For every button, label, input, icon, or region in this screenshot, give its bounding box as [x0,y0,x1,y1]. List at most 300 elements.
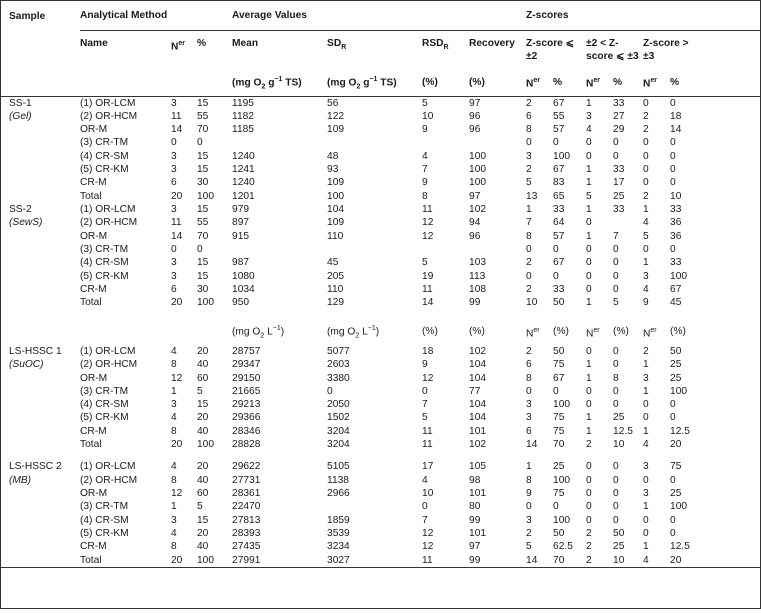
cell-z2-n: 0 [586,137,592,149]
cell-z2-pct [613,216,643,229]
cell-z1-pct: 100 [553,514,571,526]
cell-pct: 15 [197,204,209,215]
cell-n-er: 4 [171,345,177,357]
cell-n-er: 3 [171,97,177,109]
table-row [0,372,761,385]
cell-z3-n: 4 [643,283,649,295]
cell-pct: 15 [197,164,209,176]
cell-recovery: 77 [469,385,481,397]
cell-method-name: Total [80,190,102,202]
cell-n-er: 8 [171,541,177,553]
cell-z1-pct: 67 [553,164,565,176]
cell-z1-n: 3 [526,399,532,411]
cell-pct: 100 [197,554,232,568]
cell-z1-pct: 75 [553,425,565,437]
cell-rsd-r: 0 [422,385,428,397]
cell-z1-n: 0 [526,137,532,149]
cell-mean: 22470 [232,501,261,513]
cell-recovery: 97 [469,190,481,202]
cell-z1-pct: 75 [553,488,565,500]
cell-rsd-r: 10 [422,488,434,500]
header-average-values: Average Values [232,10,307,22]
cell-pct: 20 [197,461,209,473]
cell-recovery: 99 [469,514,481,526]
cell-z3-pct: 25 [670,359,682,371]
cell-recovery: 96 [469,124,481,136]
cell-rsd-r: 11 [422,283,433,295]
cell-method-name: CR-M [80,177,107,189]
cell-method-name: (1) OR-LCM [80,461,136,473]
cell-pct: 0 [197,243,203,255]
cell-z3-pct: 12.5 [670,541,690,553]
cell-method-name: Total [80,554,171,568]
cell-z1-n: 8 [526,124,532,136]
cell-sd-r: 3204 [327,425,350,437]
cell-z3-pct: 20 [670,439,682,451]
cell-z3-n: 1 [643,501,649,513]
cell-mean: 21665 [232,385,261,397]
cell-n-er: 20 [171,554,197,568]
sample-code: (SewS) [9,217,43,229]
cell-z3-n: 2 [643,190,649,202]
cell-z3-pct: 20 [670,554,761,568]
cell-z1-pct: 55 [553,110,565,122]
cell-z2-pct: 0 [613,514,619,526]
table-row [0,296,761,309]
cell-z1-pct: 67 [553,97,565,109]
cell-z3-pct: 25 [670,372,682,384]
cell-z1-n: 6 [526,110,532,122]
cell-recovery: 100 [469,177,487,189]
cell-sd-r: 109 [327,217,345,229]
cell-z1-pct: 0 [553,270,559,282]
cell-method-name: (3) CR-TM [80,501,129,513]
unit-z2-n-liquid: $N^{er}$ [586,326,600,339]
cell-z1-pct: 100 [553,399,571,411]
cell-z2-pct: 0 [613,270,619,282]
cell-z3-n: 2 [643,110,649,122]
cell-z2-n: 0 [586,150,592,162]
table-row [0,385,761,398]
cell-z1-n: 8 [526,372,532,384]
cell-recovery: 113 [469,270,486,282]
cell-n-er: 6 [171,283,177,295]
cell-z1-n: 0 [526,243,532,255]
cell-recovery: 96 [469,110,481,122]
cell-z2-n: 1 [586,372,592,384]
cell-pct: 40 [197,425,209,437]
cell-pct: 20 [197,527,209,539]
cell-pct: 15 [197,257,209,269]
cell-z2-n: 1 [586,204,592,215]
cell-z2-pct: 0 [613,488,619,500]
cell-mean: 29150 [232,372,261,384]
cell-z1-n: 7 [526,217,532,229]
table-row [0,411,761,424]
cell-z1-n: 5 [526,541,532,553]
header-analytical-method: Analytical Method [80,10,168,22]
cell-rsd-r: 7 [422,399,428,411]
cell-rsd-r: 19 [422,270,434,282]
cell-z2-n: 1 [586,425,592,437]
cell-z1-n: 3 [526,150,532,162]
cell-z1-n: 14 [526,554,553,568]
cell-sd-r [327,243,422,256]
cell-z3-pct: 36 [670,230,682,242]
cell-method-name: Total [80,297,102,309]
cell-z2-pct: 10 [613,439,625,451]
cell-mean: 29622 [232,461,261,473]
cell-z1-n: 2 [526,283,532,295]
cell-n-er: 8 [171,474,177,486]
cell-n-er: 12 [171,372,183,384]
cell-z1-pct: 50 [553,345,565,357]
cell-z3-n: 0 [643,243,649,255]
cell-mean: 28757 [232,345,261,357]
cell-z3-pct: 100 [670,501,688,513]
cell-z3-n: 0 [643,527,649,539]
cell-z1-pct: 0 [553,501,559,513]
cell-method-name: (4) CR-SM [80,257,129,269]
cell-z2-pct: 0 [613,501,619,513]
cell-n-er: 4 [171,461,177,473]
header-mean: Mean [232,30,327,70]
cell-rsd-r: 7 [422,514,428,526]
unit-z3-pct: % [670,70,761,96]
cell-z1-n: 13 [526,190,538,202]
cell-z3-n: 0 [643,474,649,486]
table-row [0,150,761,163]
cell-sd-r: 1859 [327,514,350,526]
cell-n-er: 11 [171,217,182,229]
cell-z3-n: 2 [643,345,649,357]
cell-z2-n: 0 [586,488,592,500]
cell-n-er: 3 [171,270,177,282]
cell-z2-pct: 8 [613,372,619,384]
cell-rsd-r: 11 [422,554,469,568]
sample-code: (MB) [9,474,32,486]
cell-z3-n: 4 [643,217,649,229]
cell-z3-n: 3 [643,488,649,500]
table-row [0,527,761,540]
cell-pct: 15 [197,514,209,526]
cell-method-name: CR-M [80,541,107,553]
cell-recovery: 108 [469,283,487,295]
cell-z2-n: 0 [586,283,592,295]
cell-rsd-r [422,136,469,149]
cell-recovery: 99 [469,554,526,568]
cell-z2-n: 0 [586,345,592,357]
cell-z2-pct: 33 [613,97,625,109]
cell-mean: 1185 [232,124,254,136]
cell-method-name: OR-M [80,488,108,500]
cell-z2-pct: 27 [613,110,625,122]
cell-z2-n: 2 [586,527,592,539]
cell-z2-n: 1 [586,177,592,189]
cell-rsd-r: 10 [422,110,434,122]
cell-n-er: 12 [171,488,183,500]
cell-method-name: (3) CR-TM [80,243,129,255]
cell-z2-pct: 0 [613,283,619,295]
cell-mean [232,136,327,149]
cell-mean: 28828 [232,439,261,451]
cell-sd-r: 3234 [327,541,350,553]
cell-recovery: 96 [469,230,481,242]
cell-method-name: OR-M [80,230,108,242]
cell-z2-pct: 0 [613,359,619,371]
cell-mean: 29347 [232,359,261,371]
cell-z2-n: 0 [586,474,592,486]
sample-code: (SuOC) [9,359,44,371]
sample-name: SS-1 [9,97,32,109]
cell-z1-pct: 65 [553,190,565,202]
cell-z1-pct: 75 [553,412,565,424]
cell-z3-pct: 36 [670,217,682,229]
table-row [0,474,761,487]
cell-z3-n: 0 [643,412,649,424]
cell-z3-pct: 10 [670,190,682,202]
cell-sd-r: 205 [327,270,345,282]
cell-z3-n: 4 [643,439,649,451]
table-row [0,345,761,358]
cell-z1-n: 1 [526,204,532,215]
cell-method-name: (3) CR-TM [80,385,129,397]
cell-z3-pct: 100 [670,270,688,282]
table-row [0,540,761,553]
cell-z2-n: 2 [586,554,613,568]
cell-z2-pct: 10 [613,554,643,568]
cell-sd-r: 93 [327,164,339,176]
cell-recovery: 104 [469,372,487,384]
cell-z2-pct: 0 [613,243,619,255]
cell-method-name: (1) OR-LCM [80,97,136,109]
cell-z3-pct: 33 [670,204,682,215]
cell-sd-r: 3027 [327,554,422,568]
cell-method-name: Total [80,439,102,451]
unit-z1-pct-liquid: (%) [553,326,569,338]
cell-recovery: 104 [469,412,487,424]
cell-z3-n: 0 [643,97,649,109]
cell-sd-r: 2603 [327,359,350,371]
cell-z2-n: 2 [586,439,592,451]
cell-recovery: 97 [469,541,481,553]
unit-mean-liquid: (mg $O_2$ $L^{-1}$) [232,324,285,339]
cell-z1-pct: 57 [553,230,565,242]
cell-method-name: (2) OR-HCM [80,359,138,371]
table-row [0,283,761,296]
cell-recovery: 102 [469,439,487,451]
unit-z3-n-liquid: $N^{er}$ [643,326,657,339]
cell-recovery: 102 [469,345,487,357]
cell-mean: 27813 [232,514,261,526]
header-rsdr: $RSD_R$ [422,30,469,70]
table-row [0,243,761,256]
cell-z3-pct: 0 [670,474,676,486]
table-row [0,500,761,513]
unit-mean: (mg $O_2$ $g^{-1}$ TS) [232,70,327,96]
cell-method-name: (2) OR-HCM [80,474,138,486]
header-z-gt-3: Z-score > ±3 [643,30,761,70]
header-z-le-2: Z-score ⩽ ±2 [526,30,586,70]
cell-z2-n: 0 [586,257,592,269]
cell-z2-pct: 0 [613,345,619,357]
cell-rsd-r: 18 [422,345,434,357]
unit-z1-pct: % [553,70,586,96]
cell-z2-pct: 25 [613,541,625,553]
cell-n-er: 4 [171,527,177,539]
unit-z1-n-liquid: $N^{er}$ [526,326,540,339]
cell-z3-pct: 100 [670,385,688,397]
cell-pct: 20 [197,412,209,424]
cell-recovery: 80 [469,501,481,513]
cell-n-er: 8 [171,425,177,437]
cell-method-name: (1) OR-LCM [80,345,136,357]
cell-rsd-r: 12 [422,372,434,384]
cell-z1-n: 3 [526,514,532,526]
cell-z3-pct: 18 [670,110,682,122]
table-row [0,514,761,527]
cell-rsd-r: 4 [422,474,428,486]
cell-sd-r: 1138 [327,474,349,486]
cell-rsd-r: 0 [422,501,428,513]
cell-pct: 30 [197,283,209,295]
cell-z1-pct: 83 [553,177,565,189]
cell-z1-n: 0 [526,270,532,282]
header-z-2-to-3: ±2 < Z- score ⩽ ±3 [586,30,643,70]
cell-method-name: (3) CR-TM [80,137,129,149]
cell-z3-n: 2 [643,124,649,136]
cell-pct: 70 [197,230,209,242]
cell-pct: 15 [197,150,209,162]
cell-pct: 55 [197,110,209,122]
cell-rsd-r: 8 [422,190,428,202]
cell-rsd-r: 9 [422,359,428,371]
cell-z3-n: 3 [643,372,649,384]
cell-z2-pct: 7 [613,230,619,242]
cell-rsd-r: 11 [422,425,433,437]
sample-name: LS-HSSC 2 [9,461,62,473]
cell-z2-n: 2 [586,541,592,553]
cell-mean: 28346 [232,425,261,437]
cell-recovery: 105 [469,461,487,473]
unit-rsdr-liquid: (%) [422,326,438,338]
cell-rsd-r: 9 [422,177,428,189]
cell-mean: 29213 [232,399,261,411]
cell-z2-pct: 33 [613,204,625,215]
table-row [0,230,761,243]
cell-method-name: (5) CR-KM [80,412,129,424]
cell-rsd-r: 9 [422,124,428,136]
cell-method-name: OR-M [80,124,108,136]
table-row [0,190,761,203]
cell-mean: 28361 [232,488,261,500]
cell-pct: 5 [197,501,203,513]
cell-pct: 100 [197,297,214,309]
cell-z2-n: 3 [586,110,592,122]
cell-z2-pct: 0 [613,137,619,149]
cell-pct: 0 [197,137,203,149]
cell-method-name: (2) OR-HCM [80,110,138,122]
cell-z1-pct: 50 [553,527,565,539]
cell-pct: 15 [197,399,209,411]
cell-z1-pct: 75 [553,359,565,371]
table-row [0,216,761,229]
cell-sd-r: 109 [327,177,345,189]
table-row [0,398,761,411]
cell-z2-n: 1 [586,412,592,424]
cell-recovery: 101 [469,488,487,500]
cell-sd-r: 3539 [327,527,350,539]
cell-z1-n: 8 [526,474,532,486]
cell-z2-pct: 0 [613,461,619,473]
cell-z2-n: 1 [586,359,592,371]
sample-code: (Gel) [9,110,32,122]
cell-z3-pct: 45 [670,297,682,309]
cell-z3-pct: 0 [670,150,676,162]
cell-method-name: (4) CR-SM [80,399,129,411]
cell-z1-n: 2 [526,257,532,269]
cell-z2-pct: 0 [613,385,619,397]
unit-z1-n: $N^{er}$ [526,70,553,96]
cell-n-er: 0 [171,243,177,255]
cell-sd-r: 3204 [327,439,350,451]
cell-z2-n: 1 [586,164,592,176]
cell-z1-pct: 67 [553,257,565,269]
cell-n-er: 6 [171,177,177,189]
cell-z1-n: 0 [526,385,532,397]
cell-mean: 1240 [232,177,255,189]
cell-z3-n: 0 [643,399,649,411]
header-recovery: Recovery [469,30,526,70]
cell-z3-pct: 0 [670,177,676,189]
cell-z3-pct: 0 [670,97,676,109]
cell-mean: 1240 [232,150,255,162]
cell-recovery: 98 [469,474,481,486]
cell-method-name: CR-M [80,425,107,437]
liquid-units-row [0,320,761,345]
cell-method-name: OR-M [80,372,108,384]
unit-sdr: (mg $O_2$ $g^{-1}$ TS) [327,70,422,96]
cell-z2-n: 1 [586,230,592,242]
cell-mean: 28393 [232,527,261,539]
cell-z1-n: 6 [526,359,532,371]
cell-z1-pct: 64 [553,217,565,229]
cell-z1-n: 2 [526,527,532,539]
table-row [0,438,761,451]
cell-z3-n: 1 [643,257,649,269]
cell-method-name: (5) CR-KM [80,527,129,539]
table-row [0,256,761,269]
cell-pct: 40 [197,474,209,486]
table-row [0,487,761,500]
table-row [0,163,761,176]
cell-recovery [469,243,526,256]
cell-z1-pct: 0 [553,243,559,255]
cell-z2-pct: 29 [613,124,625,136]
cell-z1-n: 2 [526,164,532,176]
cell-n-er: 20 [171,439,183,451]
cell-z3-pct: 0 [670,514,676,526]
cell-sd-r: 110 [327,230,344,242]
cell-z2-n: 0 [586,461,592,473]
cell-z3-pct: 0 [670,527,676,539]
cell-z2-n: 5 [586,190,592,202]
unit-z3-pct-liquid: (%) [670,326,686,338]
cell-z1-n: 8 [526,230,532,242]
cell-z3-n: 0 [643,177,649,189]
table-row [0,96,761,110]
cell-sd-r: 109 [327,124,345,136]
